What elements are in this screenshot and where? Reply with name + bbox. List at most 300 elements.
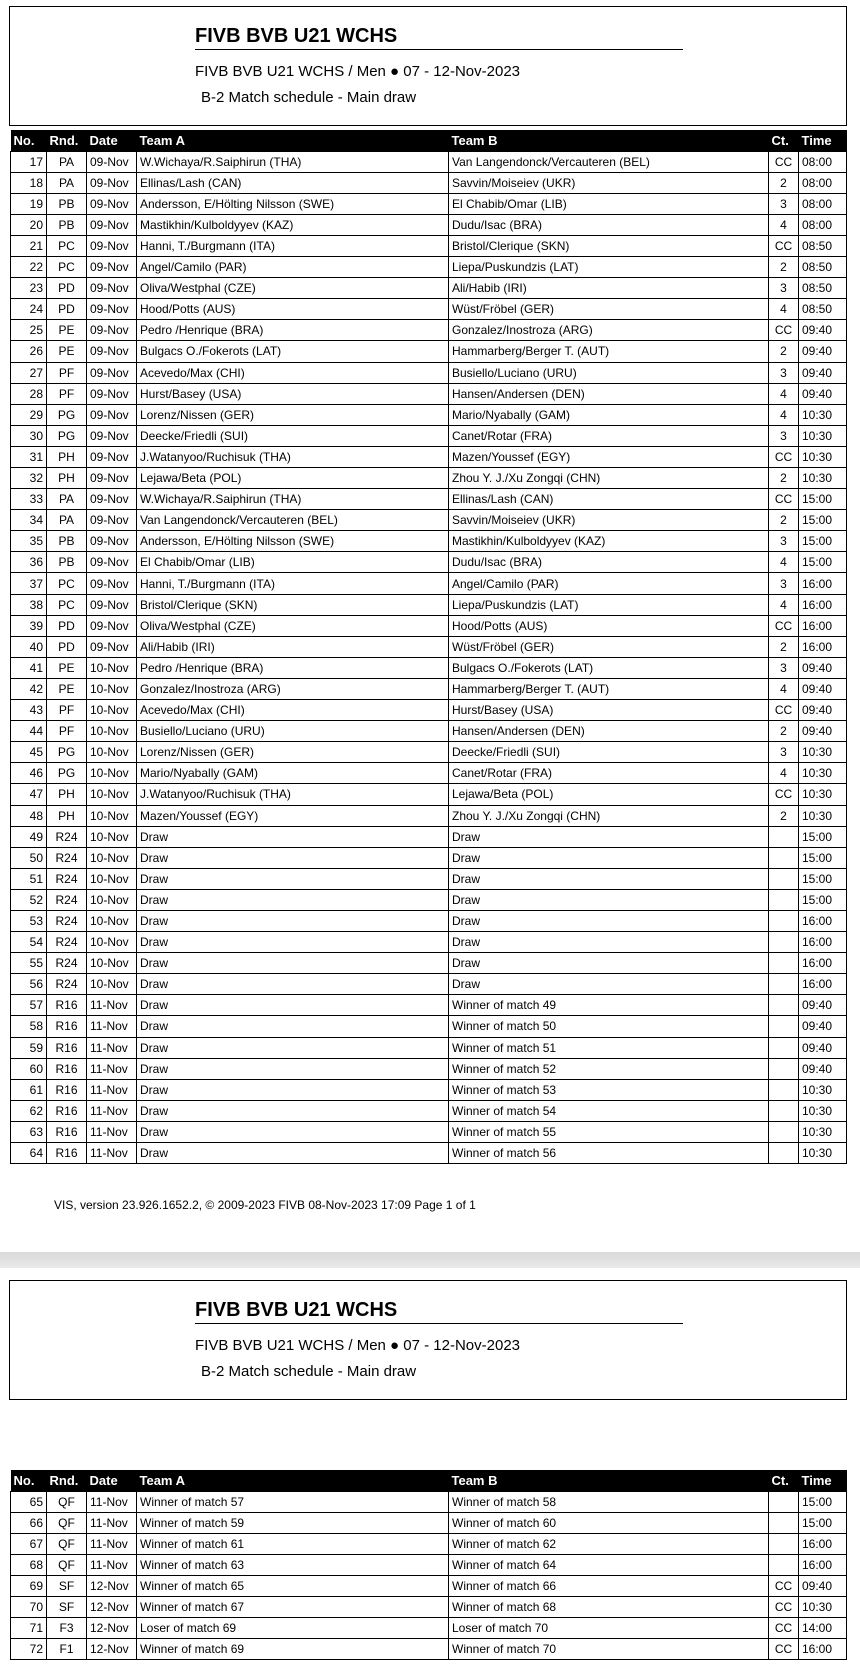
match-number-cell: 24: [11, 299, 47, 320]
date-cell: 10-Nov: [87, 721, 137, 742]
round-cell: PA: [47, 510, 87, 531]
team-b-cell: Bulgacs O./Fokerots (LAT): [449, 657, 769, 678]
time-cell: 15:00: [799, 868, 847, 889]
column-header-round: Rnd.: [47, 1470, 87, 1491]
round-cell: PB: [47, 552, 87, 573]
match-number-cell: 26: [11, 341, 47, 362]
date-cell: 09-Nov: [87, 320, 137, 341]
team-a-cell: W.Wichaya/R.Saiphirun (THA): [137, 489, 449, 510]
court-cell: CC: [769, 235, 799, 256]
court-cell: 4: [769, 763, 799, 784]
match-number-cell: 51: [11, 868, 47, 889]
time-cell: 10:30: [799, 1143, 847, 1164]
court-cell: CC: [769, 320, 799, 341]
court-cell: 4: [769, 594, 799, 615]
match-number-cell: 19: [11, 193, 47, 214]
match-number-cell: 21: [11, 235, 47, 256]
team-a-cell: Winner of match 67: [137, 1596, 449, 1617]
date-cell: 10-Nov: [87, 847, 137, 868]
team-a-cell: Hurst/Basey (USA): [137, 383, 449, 404]
table-row: [11, 257, 847, 278]
team-a-cell: Mario/Nyabally (GAM): [137, 763, 449, 784]
round-cell: PF: [47, 700, 87, 721]
time-cell: 10:30: [799, 1121, 847, 1142]
table-row: [11, 594, 847, 615]
match-number-cell: 22: [11, 257, 47, 278]
table-row: [11, 214, 847, 235]
court-cell: [769, 1554, 799, 1575]
match-number-cell: 45: [11, 742, 47, 763]
round-cell: PD: [47, 278, 87, 299]
court-cell: [769, 1533, 799, 1554]
team-b-cell: Busiello/Luciano (URU): [449, 362, 769, 383]
round-cell: R16: [47, 1079, 87, 1100]
schedule-page-2: [0, 1268, 860, 1677]
court-cell: [769, 953, 799, 974]
column-header-time: Time: [799, 1470, 847, 1491]
match-number-cell: 20: [11, 214, 47, 235]
time-cell: 16:00: [799, 594, 847, 615]
court-cell: 2: [769, 805, 799, 826]
round-cell: R24: [47, 826, 87, 847]
match-number-cell: 59: [11, 1037, 47, 1058]
court-cell: CC: [769, 446, 799, 467]
table-row: [11, 235, 847, 256]
team-b-cell: Winner of match 49: [449, 995, 769, 1016]
team-a-cell: Loser of match 69: [137, 1617, 449, 1638]
time-cell: 10:30: [799, 1596, 847, 1617]
time-cell: 15:00: [799, 552, 847, 573]
table-row: [11, 383, 847, 404]
team-a-cell: Winner of match 65: [137, 1575, 449, 1596]
table-row: [11, 1016, 847, 1037]
table-row: [11, 320, 847, 341]
time-cell: 08:50: [799, 278, 847, 299]
date-cell: 09-Nov: [87, 594, 137, 615]
table-row: [11, 1554, 847, 1575]
column-header-team-a: Team A: [137, 1470, 449, 1491]
team-b-cell: Savvin/Moiseiev (UKR): [449, 172, 769, 193]
time-cell: 16:00: [799, 953, 847, 974]
match-number-cell: 27: [11, 362, 47, 383]
match-number-cell: 46: [11, 763, 47, 784]
match-number-cell: 58: [11, 1016, 47, 1037]
table-row: [11, 615, 847, 636]
team-a-cell: Draw: [137, 995, 449, 1016]
round-cell: PC: [47, 573, 87, 594]
match-number-cell: 23: [11, 278, 47, 299]
table-row: [11, 1575, 847, 1596]
team-b-cell: Winner of match 62: [449, 1533, 769, 1554]
team-b-cell: Ali/Habib (IRI): [449, 278, 769, 299]
team-a-cell: Draw: [137, 847, 449, 868]
round-cell: PB: [47, 531, 87, 552]
team-a-cell: Draw: [137, 932, 449, 953]
team-b-cell: Hammarberg/Berger T. (AUT): [449, 341, 769, 362]
time-cell: 16:00: [799, 974, 847, 995]
court-cell: [769, 932, 799, 953]
round-cell: R16: [47, 1143, 87, 1164]
table-row: [11, 446, 847, 467]
date-cell: 09-Nov: [87, 510, 137, 531]
court-cell: CC: [769, 784, 799, 805]
date-cell: 10-Nov: [87, 953, 137, 974]
time-cell: 16:00: [799, 636, 847, 657]
team-b-cell: Winner of match 60: [449, 1512, 769, 1533]
team-b-cell: Lejawa/Beta (POL): [449, 784, 769, 805]
time-cell: 14:00: [799, 1617, 847, 1638]
match-number-cell: 39: [11, 615, 47, 636]
team-b-cell: Bristol/Clerique (SKN): [449, 235, 769, 256]
table-row: [11, 700, 847, 721]
team-a-cell: Draw: [137, 1058, 449, 1079]
court-cell: 2: [769, 341, 799, 362]
team-b-cell: Winner of match 54: [449, 1100, 769, 1121]
round-cell: F3: [47, 1617, 87, 1638]
round-cell: R24: [47, 868, 87, 889]
time-cell: 08:00: [799, 214, 847, 235]
date-cell: 11-Nov: [87, 1100, 137, 1121]
team-b-cell: Gonzalez/Inostroza (ARG): [449, 320, 769, 341]
team-b-cell: Hurst/Basey (USA): [449, 700, 769, 721]
match-number-cell: 35: [11, 531, 47, 552]
time-cell: 08:00: [799, 151, 847, 172]
team-a-cell: Draw: [137, 1121, 449, 1142]
table-row: [11, 910, 847, 931]
date-cell: 11-Nov: [87, 1016, 137, 1037]
round-cell: PG: [47, 742, 87, 763]
team-a-cell: Busiello/Luciano (URU): [137, 721, 449, 742]
table-row: [11, 299, 847, 320]
round-cell: PA: [47, 172, 87, 193]
date-cell: 09-Nov: [87, 615, 137, 636]
round-cell: PH: [47, 784, 87, 805]
team-a-cell: W.Wichaya/R.Saiphirun (THA): [137, 151, 449, 172]
team-a-cell: Draw: [137, 889, 449, 910]
table-row: [11, 1058, 847, 1079]
court-cell: 2: [769, 636, 799, 657]
team-b-cell: Hansen/Andersen (DEN): [449, 383, 769, 404]
team-b-cell: Draw: [449, 974, 769, 995]
team-a-cell: Gonzalez/Inostroza (ARG): [137, 678, 449, 699]
table-row: [11, 932, 847, 953]
time-cell: 10:30: [799, 468, 847, 489]
round-cell: PE: [47, 678, 87, 699]
date-cell: 11-Nov: [87, 1058, 137, 1079]
date-cell: 11-Nov: [87, 995, 137, 1016]
round-cell: PC: [47, 594, 87, 615]
team-a-cell: Draw: [137, 1100, 449, 1121]
court-cell: 4: [769, 404, 799, 425]
table-row: [11, 1491, 847, 1512]
round-cell: PG: [47, 763, 87, 784]
round-cell: R16: [47, 1058, 87, 1079]
court-cell: CC: [769, 1617, 799, 1638]
date-cell: 10-Nov: [87, 805, 137, 826]
date-cell: 09-Nov: [87, 468, 137, 489]
time-cell: 16:00: [799, 932, 847, 953]
round-cell: PA: [47, 489, 87, 510]
time-cell: 15:00: [799, 531, 847, 552]
match-number-cell: 62: [11, 1100, 47, 1121]
date-cell: 10-Nov: [87, 974, 137, 995]
date-cell: 10-Nov: [87, 700, 137, 721]
round-cell: PB: [47, 193, 87, 214]
title-divider: [195, 1323, 683, 1324]
date-cell: 09-Nov: [87, 404, 137, 425]
team-b-cell: Wüst/Fröbel (GER): [449, 636, 769, 657]
date-cell: 09-Nov: [87, 573, 137, 594]
team-b-cell: Winner of match 53: [449, 1079, 769, 1100]
team-a-cell: Winner of match 57: [137, 1491, 449, 1512]
court-cell: [769, 1512, 799, 1533]
match-number-cell: 63: [11, 1121, 47, 1142]
court-cell: CC: [769, 700, 799, 721]
date-cell: 11-Nov: [87, 1554, 137, 1575]
team-b-cell: Angel/Camilo (PAR): [449, 573, 769, 594]
time-cell: 08:50: [799, 257, 847, 278]
table-row: [11, 868, 847, 889]
date-cell: 12-Nov: [87, 1575, 137, 1596]
team-b-cell: Hood/Potts (AUS): [449, 615, 769, 636]
round-cell: R16: [47, 995, 87, 1016]
team-b-cell: El Chabib/Omar (LIB): [449, 193, 769, 214]
round-cell: PF: [47, 362, 87, 383]
team-a-cell: Deecke/Friedli (SUI): [137, 425, 449, 446]
team-a-cell: Draw: [137, 826, 449, 847]
table-row: [11, 974, 847, 995]
team-a-cell: Draw: [137, 910, 449, 931]
table-row: [11, 678, 847, 699]
time-cell: 09:40: [799, 995, 847, 1016]
court-cell: [769, 1491, 799, 1512]
match-number-cell: 67: [11, 1533, 47, 1554]
match-number-cell: 69: [11, 1575, 47, 1596]
date-cell: 09-Nov: [87, 214, 137, 235]
table-row: [11, 657, 847, 678]
table-row: [11, 1037, 847, 1058]
team-a-cell: Pedro /Henrique (BRA): [137, 657, 449, 678]
match-number-cell: 31: [11, 446, 47, 467]
table-row: [11, 889, 847, 910]
schedule-subtitle: B-2 Match schedule - Main draw: [201, 1363, 417, 1380]
date-cell: 10-Nov: [87, 784, 137, 805]
table-row: [11, 636, 847, 657]
time-cell: 09:40: [799, 362, 847, 383]
court-cell: CC: [769, 1638, 799, 1659]
date-cell: 11-Nov: [87, 1512, 137, 1533]
court-cell: [769, 974, 799, 995]
date-cell: 10-Nov: [87, 763, 137, 784]
date-cell: 09-Nov: [87, 193, 137, 214]
table-row: [11, 1100, 847, 1121]
date-cell: 11-Nov: [87, 1121, 137, 1142]
match-number-cell: 40: [11, 636, 47, 657]
table-row: [11, 193, 847, 214]
time-cell: 16:00: [799, 615, 847, 636]
round-cell: R16: [47, 1037, 87, 1058]
time-cell: 10:30: [799, 404, 847, 425]
match-number-cell: 47: [11, 784, 47, 805]
table-row: [11, 1617, 847, 1638]
round-cell: SF: [47, 1575, 87, 1596]
time-cell: 08:00: [799, 193, 847, 214]
table-row: [11, 1512, 847, 1533]
time-cell: 10:30: [799, 784, 847, 805]
date-cell: 09-Nov: [87, 383, 137, 404]
team-a-cell: Winner of match 63: [137, 1554, 449, 1575]
date-cell: 10-Nov: [87, 932, 137, 953]
match-number-cell: 71: [11, 1617, 47, 1638]
team-b-cell: Mazen/Youssef (EGY): [449, 446, 769, 467]
team-a-cell: Draw: [137, 1079, 449, 1100]
time-cell: 09:40: [799, 1016, 847, 1037]
round-cell: R24: [47, 932, 87, 953]
court-cell: 3: [769, 193, 799, 214]
page-title: FIVB BVB U21 WCHS: [195, 25, 398, 47]
team-a-cell: Lorenz/Nissen (GER): [137, 742, 449, 763]
team-b-cell: Hammarberg/Berger T. (AUT): [449, 678, 769, 699]
match-number-cell: 38: [11, 594, 47, 615]
team-b-cell: Deecke/Friedli (SUI): [449, 742, 769, 763]
date-cell: 09-Nov: [87, 235, 137, 256]
round-cell: PF: [47, 721, 87, 742]
column-header-team-a: Team A: [137, 130, 449, 151]
team-a-cell: Bristol/Clerique (SKN): [137, 594, 449, 615]
time-cell: 16:00: [799, 573, 847, 594]
time-cell: 16:00: [799, 1638, 847, 1659]
match-number-cell: 66: [11, 1512, 47, 1533]
date-cell: 09-Nov: [87, 257, 137, 278]
round-cell: PE: [47, 341, 87, 362]
match-number-cell: 41: [11, 657, 47, 678]
date-cell: 09-Nov: [87, 425, 137, 446]
team-a-cell: Oliva/Westphal (CZE): [137, 278, 449, 299]
court-cell: [769, 1037, 799, 1058]
match-number-cell: 65: [11, 1491, 47, 1512]
match-number-cell: 56: [11, 974, 47, 995]
time-cell: 15:00: [799, 826, 847, 847]
match-number-cell: 37: [11, 573, 47, 594]
court-cell: 2: [769, 172, 799, 193]
table-row: [11, 151, 847, 172]
date-cell: 10-Nov: [87, 910, 137, 931]
time-cell: 08:00: [799, 172, 847, 193]
court-cell: [769, 1058, 799, 1079]
page-footer: VIS, version 23.926.1652.2, © 2009-2023 FIVB 08-Nov-2023 17:09 Page 1 of 1: [54, 1198, 476, 1212]
match-number-cell: 34: [11, 510, 47, 531]
date-cell: 10-Nov: [87, 657, 137, 678]
court-cell: 2: [769, 468, 799, 489]
court-cell: 4: [769, 383, 799, 404]
match-number-cell: 42: [11, 678, 47, 699]
date-cell: 12-Nov: [87, 1638, 137, 1659]
team-b-cell: Dudu/Isac (BRA): [449, 552, 769, 573]
match-number-cell: 30: [11, 425, 47, 446]
round-cell: F1: [47, 1638, 87, 1659]
team-b-cell: Mario/Nyabally (GAM): [449, 404, 769, 425]
match-number-cell: 32: [11, 468, 47, 489]
date-cell: 11-Nov: [87, 1079, 137, 1100]
team-b-cell: Winner of match 58: [449, 1491, 769, 1512]
date-cell: 09-Nov: [87, 299, 137, 320]
table-header-row: [11, 1470, 847, 1491]
court-cell: [769, 1121, 799, 1142]
round-cell: R24: [47, 847, 87, 868]
time-cell: 09:40: [799, 721, 847, 742]
round-cell: PG: [47, 425, 87, 446]
page-title: FIVB BVB U21 WCHS: [195, 1299, 398, 1321]
table-row: [11, 1143, 847, 1164]
time-cell: 16:00: [799, 910, 847, 931]
event-subtitle: FIVB BVB U21 WCHS / Men ● 07 - 12-Nov-2023: [195, 1337, 521, 1354]
court-cell: [769, 910, 799, 931]
team-b-cell: Winner of match 70: [449, 1638, 769, 1659]
date-cell: 09-Nov: [87, 636, 137, 657]
team-b-cell: Winner of match 56: [449, 1143, 769, 1164]
title-divider: [195, 49, 683, 50]
round-cell: PB: [47, 214, 87, 235]
team-a-cell: Andersson, E/Hölting Nilsson (SWE): [137, 193, 449, 214]
time-cell: 10:30: [799, 446, 847, 467]
team-a-cell: Winner of match 61: [137, 1533, 449, 1554]
court-cell: 3: [769, 362, 799, 383]
time-cell: 09:40: [799, 1575, 847, 1596]
team-a-cell: Van Langendonck/Vercauteren (BEL): [137, 510, 449, 531]
match-number-cell: 61: [11, 1079, 47, 1100]
court-cell: [769, 1143, 799, 1164]
table-row: [11, 531, 847, 552]
team-b-cell: Canet/Rotar (FRA): [449, 425, 769, 446]
table-row: [11, 805, 847, 826]
team-b-cell: Draw: [449, 932, 769, 953]
team-a-cell: Hanni, T./Burgmann (ITA): [137, 235, 449, 256]
court-cell: 4: [769, 552, 799, 573]
column-header-team-b: Team B: [449, 1470, 769, 1491]
team-b-cell: Winner of match 52: [449, 1058, 769, 1079]
round-cell: QF: [47, 1491, 87, 1512]
date-cell: 11-Nov: [87, 1037, 137, 1058]
team-a-cell: Draw: [137, 974, 449, 995]
team-a-cell: Pedro /Henrique (BRA): [137, 320, 449, 341]
time-cell: 10:30: [799, 1100, 847, 1121]
time-cell: 09:40: [799, 1058, 847, 1079]
team-a-cell: Acevedo/Max (CHI): [137, 362, 449, 383]
team-b-cell: Liepa/Puskundzis (LAT): [449, 257, 769, 278]
court-cell: CC: [769, 489, 799, 510]
court-cell: [769, 847, 799, 868]
time-cell: 10:30: [799, 742, 847, 763]
team-a-cell: Lejawa/Beta (POL): [137, 468, 449, 489]
table-row: [11, 573, 847, 594]
match-number-cell: 53: [11, 910, 47, 931]
match-schedule-table: [10, 130, 847, 1164]
round-cell: PH: [47, 468, 87, 489]
table-row: [11, 742, 847, 763]
table-row: [11, 362, 847, 383]
team-a-cell: Acevedo/Max (CHI): [137, 700, 449, 721]
table-row: [11, 468, 847, 489]
round-cell: R16: [47, 1016, 87, 1037]
team-b-cell: Wüst/Fröbel (GER): [449, 299, 769, 320]
round-cell: PE: [47, 320, 87, 341]
team-a-cell: Draw: [137, 868, 449, 889]
match-number-cell: 64: [11, 1143, 47, 1164]
table-row: [11, 1533, 847, 1554]
team-a-cell: Hood/Potts (AUS): [137, 299, 449, 320]
column-header-date: Date: [87, 1470, 137, 1491]
team-b-cell: Draw: [449, 953, 769, 974]
